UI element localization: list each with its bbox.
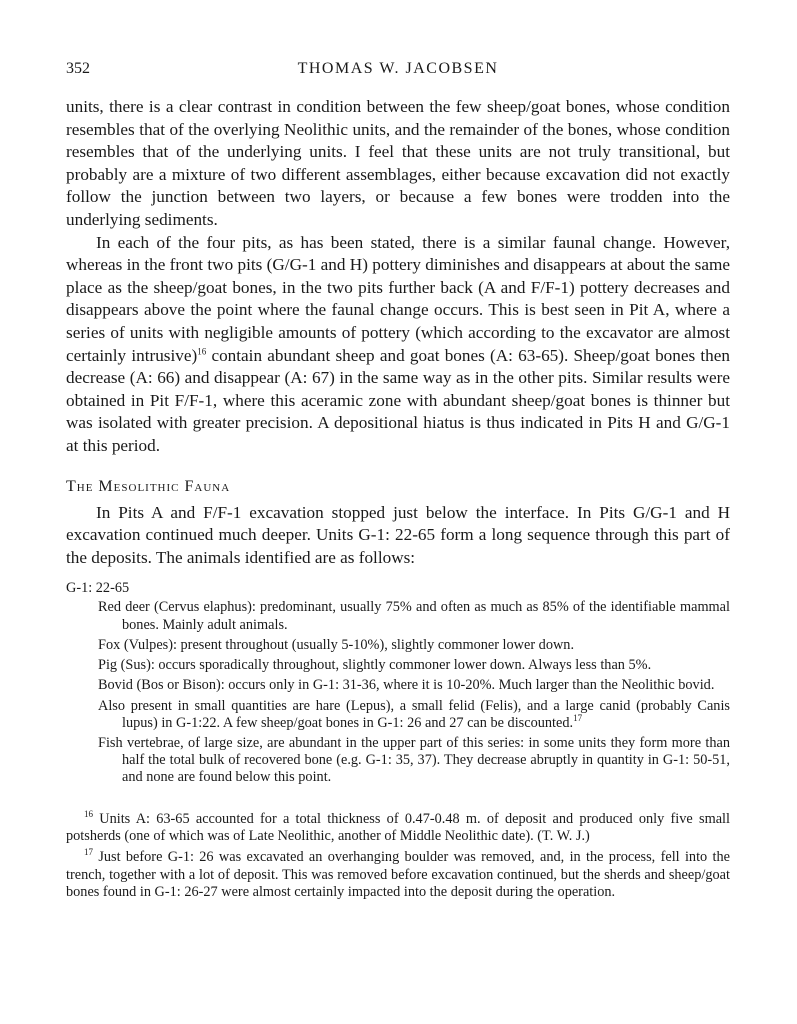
footnotes xyxy=(66,808,730,902)
page xyxy=(66,58,730,906)
list-entry-pig: Pig (Sus): occurs sporadically throughout, slightly commoner lower down. Always less than 5%. xyxy=(98,657,652,674)
list-entry-also-present-text: Also present in small quantities are hare (Lepus), a small felid (Felis), and a large canid (probably Canis lupus) in G-1:22. A few sheep/goat bones in G-1: 26 and 27 can be discounted. xyxy=(98,697,730,731)
footnote-ref-16: 16 xyxy=(197,345,207,356)
footnote-16-text: Units A: 63-65 accounted for a total thickness of 0.47-0.48 m. of deposit and produced only five small potsherds (one of which was of Late Neolithic, another of Middle Neolithic date). (T. W. J.) xyxy=(66,810,730,844)
footnote-16-number: 16 xyxy=(84,808,93,819)
fauna-list xyxy=(66,580,730,786)
section-heading: The Mesolithic Fauna xyxy=(66,477,231,495)
body-text xyxy=(66,96,730,569)
footnote-ref-17: 17 xyxy=(573,712,583,723)
paragraph-1: units, there is a clear contrast in condition between the few sheep/goat bones, whose condition resembles that of the overlying Neolithic units, and the remainder of the bones, whose condition resembles that of the underlying units. I feel that these units are not truly transitional, but probably are a mixture of two different assemblages, either because excavation did not exactly follow the junction between two layers, or because a few bones were trodden into the underlying sediments. xyxy=(66,97,730,229)
footnote-17 xyxy=(66,849,730,901)
footnote-17-number: 17 xyxy=(84,847,93,858)
paragraph-2-part-1: In each of the four pits, as has been stated, there is a similar faunal change. However, whereas in the front two pits (G/G-1 and H) pottery diminishes and disappears at about the same place as the sheep/goat bones, in the two pits further back (A and F/F-1) pottery decreases and disappears above the point where the faunal change occurs. This is best seen in Pit A, where a series of units with negligible amounts of pottery (which according to the excavator are almost certainly intrusive) xyxy=(66,232,730,365)
paragraph-2 xyxy=(66,232,730,458)
list-entry-bovid: Bovid (Bos or Bison): occurs only in G-1: 31-36, where it is 10-20%. Much larger than the Neolithic bovid. xyxy=(98,677,715,694)
list-entry-red-deer: Red deer (Cervus elaphus): predominant, usually 75% and often as much as 85% of the identifiable mammal bones. Mainly adult animals. xyxy=(98,599,730,633)
page-number: 352 xyxy=(66,60,90,77)
list-entry-fox: Fox (Vulpes): present throughout (usually 5-10%), slightly commoner lower down. xyxy=(98,636,575,653)
unit-label: G-1: 22-65 xyxy=(66,580,130,597)
paragraph-3: In Pits A and F/F-1 excavation stopped just below the interface. In Pits G/G-1 and H excavation continued much deeper. Units G-1: 22-65 form a long sequence through this part of the deposits. The animals identified are as follows: xyxy=(66,502,730,567)
footnote-17-text: Just before G-1: 26 was excavated an overhanging boulder was removed, and, in the process, fell into the trench, together with a lot of deposit. This was removed before excavation continued, but the sherds and sheep/goat bones found in G-1: 26-27 were almost certainly impacted into the deposit during the operation. xyxy=(66,849,730,901)
list-entry-fish: Fish vertebrae, of large size, are abundant in the upper part of this series: in some units they form more than half the total bulk of recovered bone (e.g. G-1: 35, 37). They decrease abruptly in quantity in G-1: 50-51, and none are found below this point. xyxy=(98,734,730,786)
paragraph-2-part-2: contain abundant sheep and goat bones (A: 63-65). Sheep/goat bones then decrease (A: 66) and disappear (A: 67) in the same way as in the other pits. Similar results were obtained in Pit F/F-1, where this aceramic zone with abundant sheep/goat bones is thinner but was isolated with greater precision. A depositional hiatus is thus indicated in Pits H and G/G-1 at this period. xyxy=(66,345,730,455)
running-head xyxy=(66,58,730,82)
running-title: THOMAS W. JACOBSEN xyxy=(297,60,499,77)
list-entry-also-present xyxy=(98,698,730,732)
footnote-16 xyxy=(66,808,730,846)
